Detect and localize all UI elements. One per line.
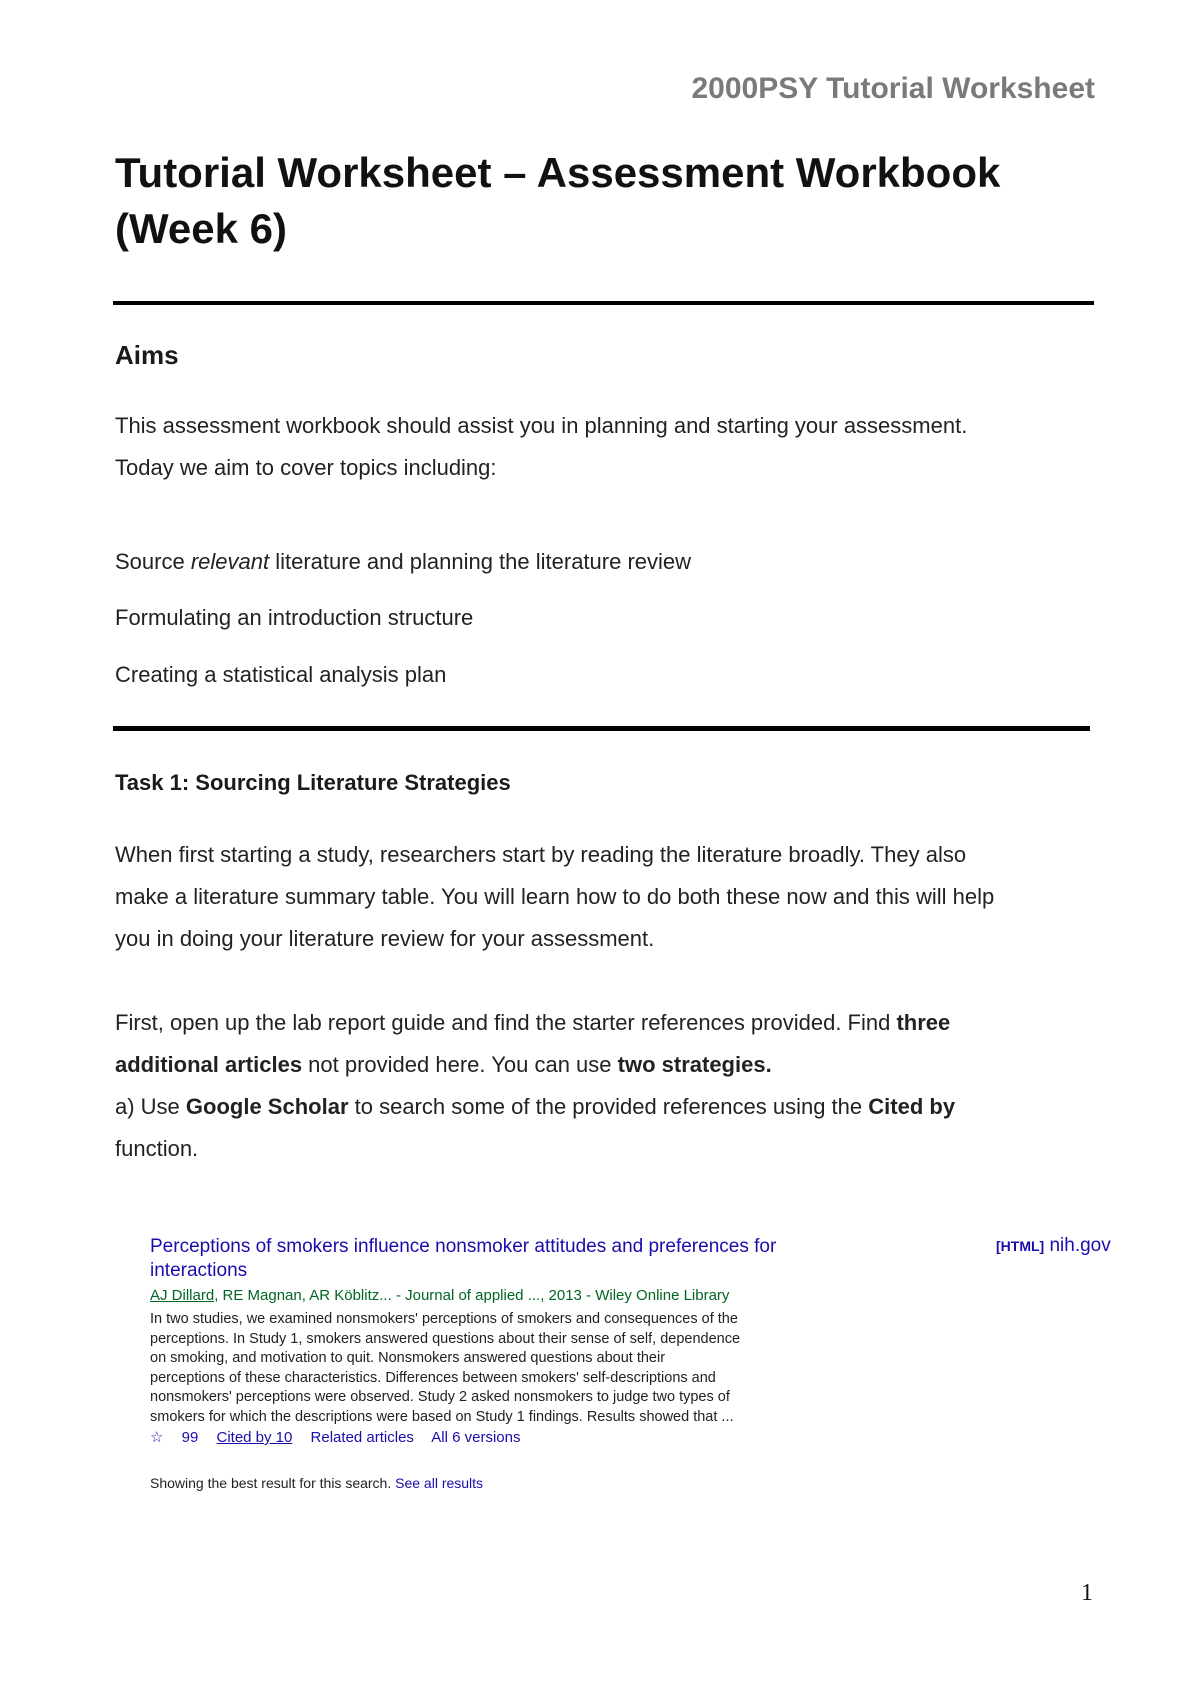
task1-para1-line-3: you in doing your literature review for your assessment. xyxy=(115,926,655,951)
scholar-author-link[interactable]: AJ Dillard xyxy=(150,1287,215,1304)
snippet-line: on smoking, and motivation to quit. Nonsmokers answered questions about their xyxy=(150,1350,666,1366)
title-line-1: Tutorial Worksheet – Assessment Workbook xyxy=(115,149,1001,196)
aims-heading: Aims xyxy=(115,340,179,370)
aims-intro xyxy=(115,405,1105,489)
scholar-result-title[interactable] xyxy=(150,1235,870,1283)
scholar-authors xyxy=(150,1287,729,1304)
para3-text-a: a) Use xyxy=(115,1094,186,1119)
snippet-line: nonsmokers' perceptions were observed. Study 2 asked nonsmokers to judge two types of xyxy=(150,1389,730,1405)
topic-1-post: literature and planning the literature review xyxy=(269,549,692,574)
scholar-authors-rest: , RE Magnan, AR Köblitz... - Journal of applied ..., 2013 - Wiley Online Library xyxy=(214,1287,730,1304)
task1-para1-line-1: When first starting a study, researchers start by reading the literature broadly. They also xyxy=(115,842,967,867)
aims-intro-line-1: This assessment workbook should assist you in planning and starting your assessment. xyxy=(115,413,968,438)
topic-1-pre: Source xyxy=(115,549,191,574)
page-title xyxy=(115,145,1095,257)
para2-bold-three: three xyxy=(896,1010,951,1035)
para2-text-a: First, open up the lab report guide and find the starter references provided. Find xyxy=(115,1010,897,1035)
section-divider xyxy=(113,301,1094,305)
task1-heading: Task 1: Sourcing Literature Strategies xyxy=(115,770,511,795)
title-line-2: (Week 6) xyxy=(115,205,287,252)
see-all-results-link[interactable]: See all results xyxy=(395,1475,484,1491)
scholar-title-line-1[interactable]: Perceptions of smokers influence nonsmoker attitudes and preferences for xyxy=(150,1236,777,1257)
para2-bold-additional-articles: additional articles xyxy=(115,1052,303,1077)
showing-text: Showing the best result for this search. xyxy=(150,1475,396,1491)
html-tag: [HTML] xyxy=(996,1238,1045,1254)
scholar-html-link[interactable] xyxy=(996,1235,1111,1257)
snippet-line: perceptions of these characteristics. Differences between smokers' self-descriptions and xyxy=(150,1369,716,1386)
aims-intro-line-2: Today we aim to cover topics including: xyxy=(115,455,497,480)
scholar-title-line-2[interactable]: interactions xyxy=(150,1260,248,1281)
scholar-snippet xyxy=(150,1310,810,1427)
snippet-line: smokers for which the descriptions were based on Study 1 findings. Results showed that ... xyxy=(150,1408,734,1425)
scholar-showing-note xyxy=(150,1475,483,1491)
task1-para1-line-2: make a literature summary table. You will learn how to do both these now and this will help xyxy=(115,884,995,909)
aims-topic-3: Creating a statistical analysis plan xyxy=(115,662,447,687)
snippet-line: perceptions. In Study 1, smokers answered questions about their sense of self, dependence xyxy=(150,1330,741,1347)
html-source: nih.gov xyxy=(1044,1235,1111,1256)
para3-text-c: to search some of the provided references using the xyxy=(348,1094,869,1119)
para3-text-e: function. xyxy=(115,1136,199,1161)
para3-bold-cited-by: Cited by xyxy=(868,1094,956,1119)
topic-1-italic: relevant xyxy=(190,549,270,574)
page-number: 1 xyxy=(1081,1580,1093,1606)
snippet-line: In two studies, we examined nonsmokers' perceptions of smokers and consequences of the xyxy=(150,1311,738,1327)
para2-text-d: not provided here. You can use xyxy=(302,1052,618,1077)
para3-bold-google-scholar: Google Scholar xyxy=(185,1094,349,1119)
aims-topic-2: Formulating an introduction structure xyxy=(115,605,474,630)
all-versions-link[interactable]: All 6 versions xyxy=(431,1429,521,1446)
aims-topic-1 xyxy=(115,541,1105,583)
scholar-action-links xyxy=(150,1428,534,1446)
star-icon[interactable]: ☆ xyxy=(150,1429,164,1446)
task1-paragraph-1 xyxy=(115,834,1105,960)
related-articles-link[interactable]: Related articles xyxy=(310,1429,414,1446)
running-header: 2000PSY Tutorial Worksheet xyxy=(691,72,1095,105)
section-divider xyxy=(113,726,1090,731)
task1-paragraph-2 xyxy=(115,1002,1105,1170)
para2-bold-two-strategies: two strategies. xyxy=(617,1052,772,1077)
cited-by-link[interactable]: Cited by 10 xyxy=(216,1429,293,1446)
cite-quote-icon[interactable]: 99 xyxy=(181,1429,199,1446)
